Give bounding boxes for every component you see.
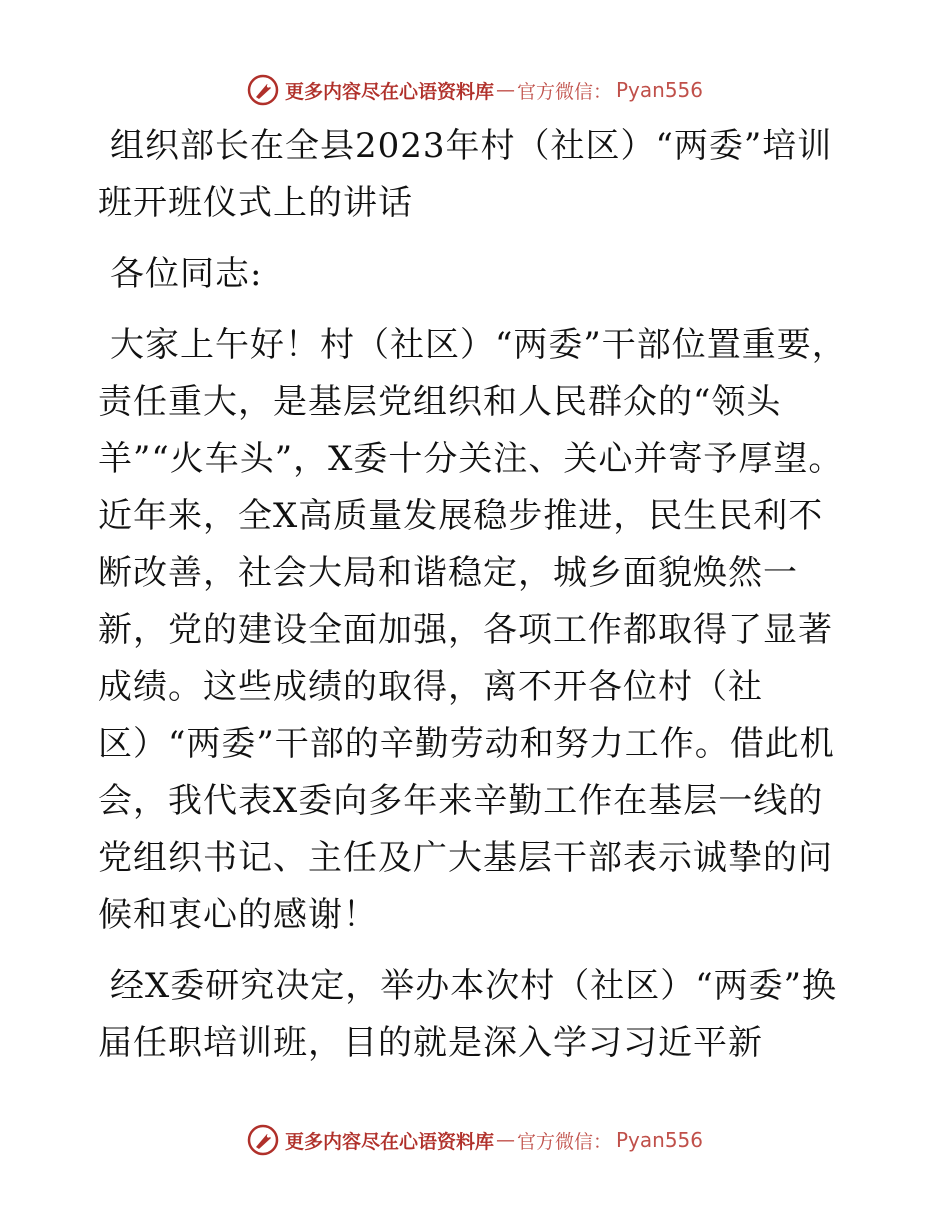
watermark-text: 更多内容尽在心语资料库 [284,1130,494,1153]
document-title: 组织部长在全县2023年村（社区）“两委”培训班开班仪式上的讲话 [98,126,833,223]
document-body [98,118,858,1086]
pen-nib-logo-icon [247,74,279,106]
header-watermark [0,70,950,110]
footer-watermark [0,1120,950,1160]
watermark-wechat-label: 官方微信： [516,80,612,103]
watermark-wechat-id: Pyan556 [616,1128,704,1152]
pen-nib-logo-icon [247,1124,279,1156]
watermark-text: 更多内容尽在心语资料库 [284,80,494,103]
document-paragraph-2: 经X委研究决定，举办本次村（社区）“两委”换届任职培训班，目的就是深入学习习近平新 [98,966,837,1063]
watermark-separator: — [495,79,515,101]
document-paragraph-1: 大家上午好！村（社区）“两委”干部位置重要，责任重大，是基层党组织和人民群众的“领头羊”“火车头”，X委十分关注、关心并寄予厚望。近年来，全X高质量发展稳步推进，民生民利不断改善，社会大局和谐稳定，城乡面貌焕然一新，党的建设全面加强，各项工作都取得了显著成绩。这些成绩的取得，离不开各位村（社区）“两委”干部的辛勤劳动和努力工作。借此机会，我代表X委向多年来辛勤工作在基层一线的党组织书记、主任及广大基层干部表示诚挚的问候和衷心的感谢！ [98,325,847,935]
watermark-wechat-label: 官方微信： [516,1130,612,1153]
watermark-wechat-id: Pyan556 [616,78,704,102]
document-greeting: 各位同志: [110,254,263,294]
watermark-separator: — [495,1129,515,1151]
